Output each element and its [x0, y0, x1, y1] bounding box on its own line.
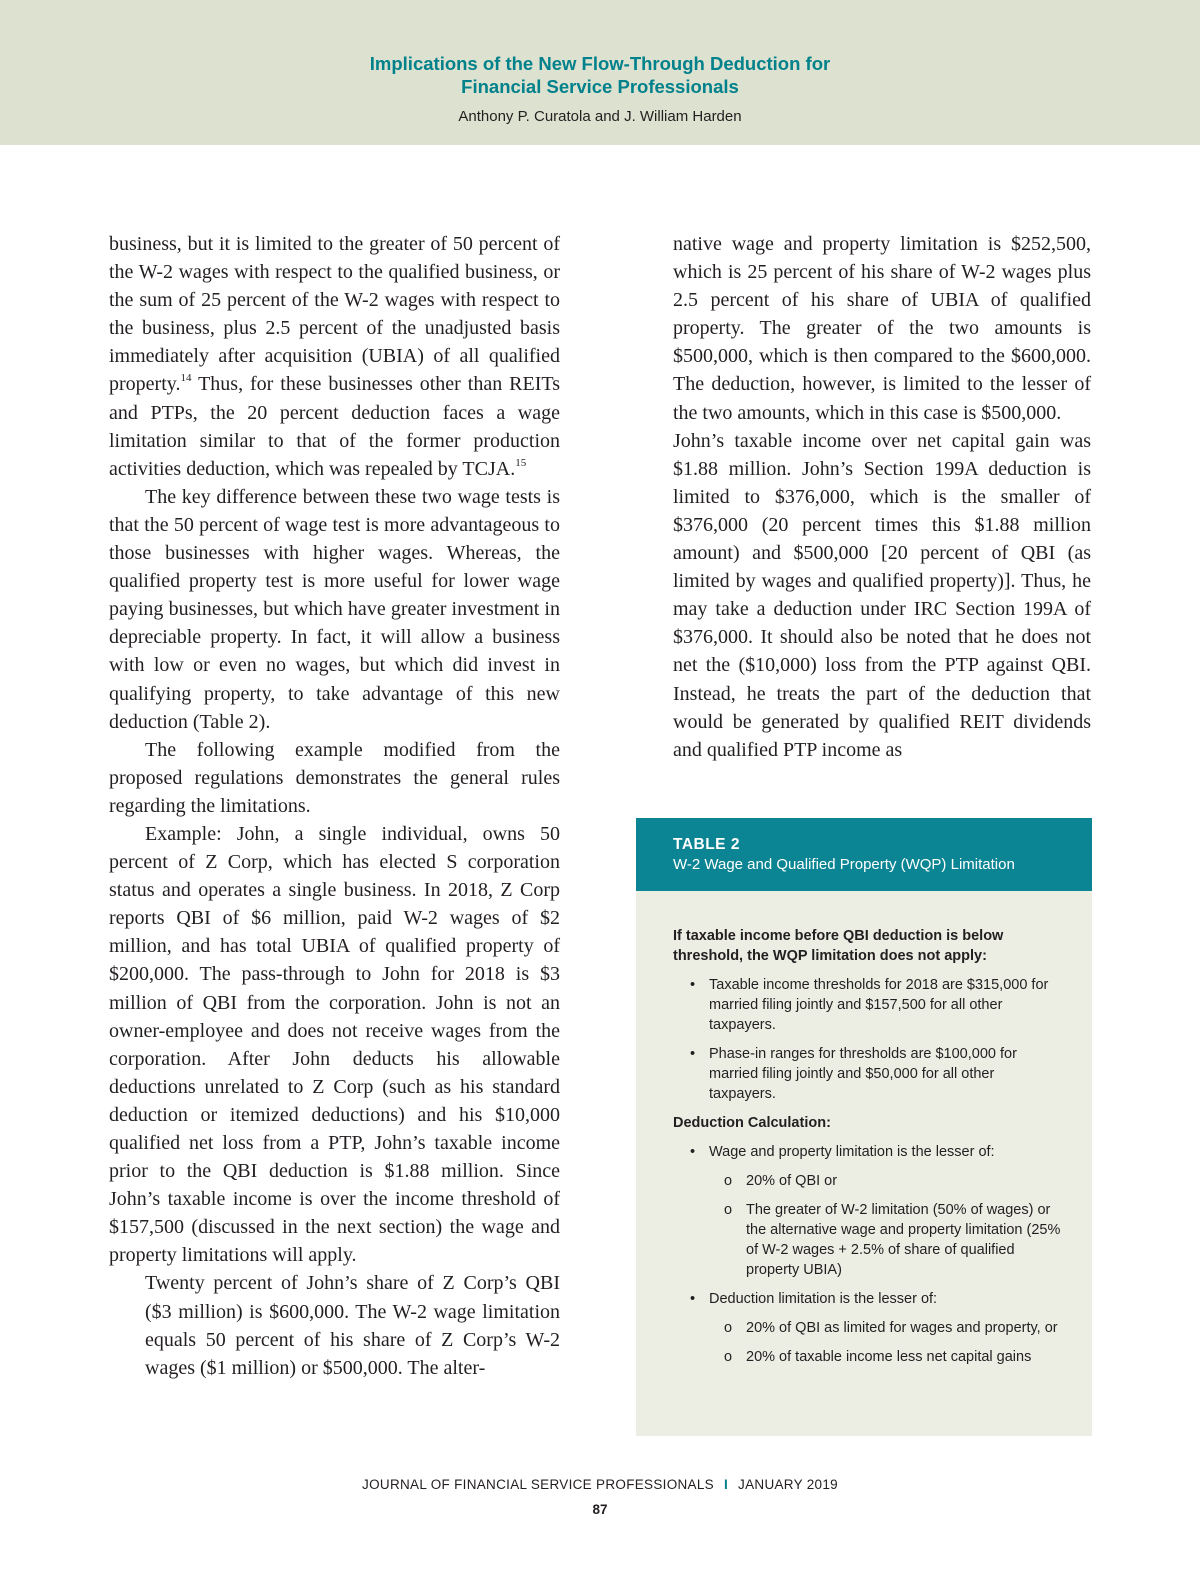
- article-authors: Anthony P. Curatola and J. William Harden: [458, 108, 742, 125]
- sub-list-item: [673, 1318, 1063, 1338]
- sub-bullet-icon: o: [724, 1349, 733, 1365]
- article-title-line-1: Implications of the New Flow-Through Deduction for: [369, 53, 831, 74]
- page-number: 87: [592, 1502, 608, 1517]
- bullet-icon: •: [690, 1291, 696, 1307]
- sub-list-item: [673, 1171, 1063, 1191]
- bullet-icon: •: [690, 1144, 696, 1160]
- table-2-header: [636, 818, 1092, 891]
- threshold-list: [673, 975, 1063, 1104]
- journal-name: JOURNAL OF FINANCIAL SERVICE PROFESSIONALS: [362, 1477, 714, 1492]
- sub-bullet-icon: o: [724, 1202, 733, 1218]
- list-item-text: 20% of QBI or: [746, 1173, 838, 1189]
- paragraph-text: Thus, for these businesses other than REITs and PTPs, the 20 percent deduction faces a wage limitation similar to that of the former production activities deduction, which was repealed by TCJA.: [109, 373, 560, 480]
- bullet-icon: •: [690, 1046, 696, 1062]
- list-item-text: The greater of W-2 limitation (50% of wages) or the alternative wage and property limitation (25% of W-2 wages + 2.5% of share of qualified property UBIA): [746, 1202, 1061, 1278]
- sub-bullet-icon: o: [724, 1173, 733, 1189]
- list-item-text: Phase-in ranges for thresholds are $100,000 for married filing jointly and $50,000 for all other taxpayers.: [709, 1046, 1017, 1102]
- bullet-icon: •: [690, 977, 696, 993]
- list-item-text: 20% of QBI as limited for wages and property, or: [746, 1320, 1058, 1336]
- running-footer: [0, 1477, 1200, 1492]
- left-column: [109, 230, 560, 1382]
- sub-list-item: [673, 1200, 1063, 1280]
- table-2-body: [673, 926, 1063, 1367]
- list-item: [673, 1044, 1063, 1104]
- table-label: TABLE 2: [673, 836, 740, 853]
- example-block: [109, 820, 560, 1382]
- calc-heading: Deduction Calculation:: [673, 1115, 831, 1131]
- table-title: W-2 Wage and Qualified Property (WQP) Limitation: [673, 856, 1015, 873]
- article-title-line-2: Financial Service Professionals: [461, 76, 739, 97]
- list-item-text: Deduction limitation is the lesser of:: [709, 1291, 938, 1307]
- article-title: [0, 52, 1200, 98]
- list-item: [673, 1289, 1063, 1309]
- paragraph-example: Example: John, a single individual, owns 50 percent of Z Corp, which has elected S corporation status and operates a single business. In 2018, Z Corp reports QBI of $6 million, paid W-2 wages of $2 million, and has total UBIA of qualified property of $200,000. The pass-through to John for 2018 is $3 million of QBI from the corporation. John is not an owner-employee and does not receive wages from the corporation. After John deducts his allowable deductions unrelated to Z Corp (such as his standard deduction or itemized deductions) and his $10,000 qualified net loss from a PTP, John’s taxable income prior to the QBI deduction is $1.88 million. Since John’s taxable income is over the income threshold of $157,500 (discussed in the next section) the wage and property limitations will apply.: [109, 822, 560, 1267]
- paragraph-alternative-limit: native wage and property limitation is $252,500, which is 25 percent of his share of W-2 wages plus 2.5 percent of his share of UBIA of qualified property. The greater of the two amounts is $500,000, which is then compared to the $600,000. The deduction, however, is limited to the lesser of the two amounts, which in this case is $500,000.: [673, 233, 1091, 424]
- paragraph-text: business, but it is limited to the greater of 50 percent of the W-2 wages with respect to the qualified business, or the sum of 25 percent of the W-2 wages with respect to the business, plus 2.5 percent of the unadjusted basis immediately after acquisition (UBIA) of all qualified property.: [109, 233, 560, 396]
- list-item: [673, 975, 1063, 1035]
- paragraph-example-continued: Twenty percent of John’s share of Z Corp’s QBI ($3 million) is $600,000. The W-2 wage limitation equals 50 percent of his share of Z Corp’s W-2 wages ($1 million) or $500,000. The alter-: [145, 1272, 560, 1379]
- sub-list-item: [673, 1347, 1063, 1367]
- list-item-text: 20% of taxable income less net capital gains: [746, 1349, 1032, 1365]
- list-item-text: Taxable income thresholds for 2018 are $315,000 for married filing jointly and $157,500 for all other taxpayers.: [709, 977, 1049, 1033]
- paragraph-wage-limit: [109, 230, 560, 483]
- running-header: [0, 0, 1200, 145]
- footnote-ref-15: 15: [515, 456, 527, 469]
- calculation-list: [673, 1142, 1063, 1367]
- right-column: [673, 230, 1091, 764]
- paragraph-key-difference: The key difference between these two wage tests is that the 50 percent of wage test is more advantageous to those businesses with higher wages. Whereas, the qualified property test is more useful for lower wage paying businesses, but which have greater investment in depreciable property. In fact, it will allow a business with low or even no wages, but which did invest in qualifying property, to take advantage of this new deduction (Table 2).: [109, 485, 560, 733]
- footnote-ref-14: 14: [180, 372, 192, 385]
- footer-separator: I: [723, 1477, 729, 1492]
- paragraph-example-intro: The following example modified from the proposed regulations demonstrates the general rules regarding the limitations.: [109, 738, 560, 817]
- table-2-box: [636, 818, 1092, 1436]
- list-item: [673, 1142, 1063, 1162]
- issue-date: JANUARY 2019: [738, 1477, 838, 1492]
- sub-bullet-icon: o: [724, 1320, 733, 1336]
- list-item-text: Wage and property limitation is the lesser of:: [709, 1144, 995, 1160]
- table-intro: If taxable income before QBI deduction is below threshold, the WQP limitation does not apply:: [673, 928, 1004, 964]
- paragraph-taxable-income: John’s taxable income over net capital gain was $1.88 million. John’s Section 199A deduction is limited to $376,000, which is the smaller of $376,000 (20 percent times this $1.88 million amount) and $500,000 [20 percent of QBI (as limited by wages and qualified property)]. Thus, he may take a deduction under IRC Section 199A of $376,000. It should also be noted that he does not net the ($10,000) loss from the PTP against QBI. Instead, he treats the part of the deduction that would be generated by qualified REIT dividends and qualified PTP income as: [673, 429, 1091, 761]
